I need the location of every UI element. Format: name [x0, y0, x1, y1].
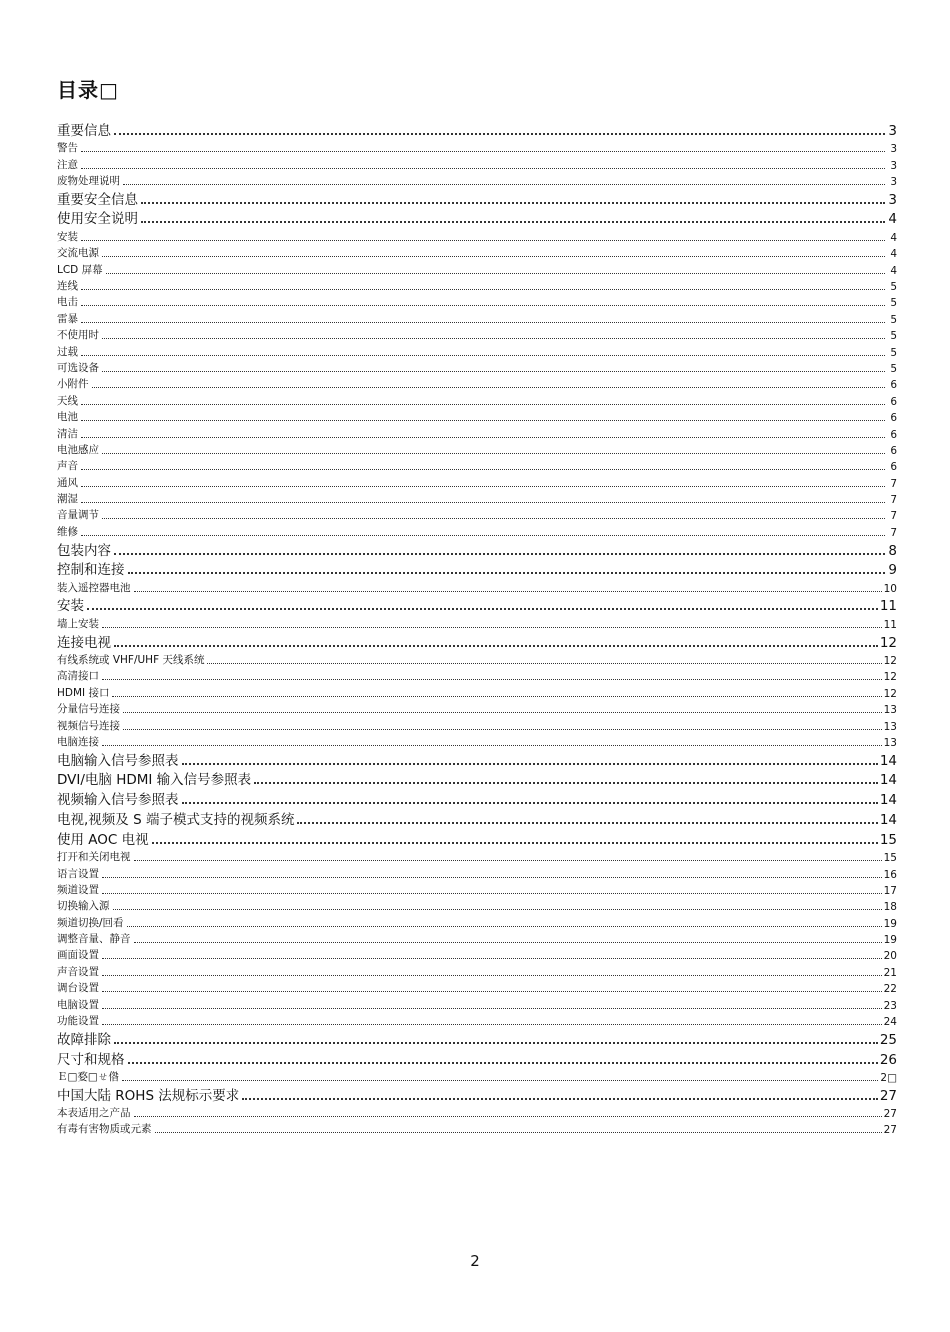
toc-entry-label: 使用 AOC 电视 — [57, 831, 149, 848]
dot-leader — [113, 909, 882, 910]
toc-subsection-entry[interactable] — [57, 441, 897, 457]
toc-subsection-entry[interactable] — [57, 881, 897, 897]
toc-entry-page: 11 — [883, 618, 897, 631]
toc-entry-label: 可选设备 — [57, 361, 99, 374]
toc-entry-label: 语言设置 — [57, 867, 99, 880]
toc-entry-label: 尺寸和规格 — [57, 1051, 125, 1068]
toc-entry-label: 视频输入信号参照表 — [57, 792, 179, 809]
page-number: 2 — [470, 1252, 480, 1270]
toc-subsection-entry[interactable] — [57, 408, 897, 424]
toc-entry-page: 15 — [879, 831, 897, 848]
toc-entry-label: 潮湿 — [57, 493, 78, 506]
toc-entry-label: HDMI 接口 — [57, 686, 110, 699]
dot-leader — [155, 1132, 882, 1133]
toc-entry-label: 使用安全说明 — [57, 211, 138, 228]
toc-entry-page: 15 — [883, 852, 897, 865]
toc-entry-page: 22 — [883, 983, 897, 996]
dot-leader — [114, 645, 878, 647]
dot-leader — [81, 322, 885, 323]
dot-leader — [123, 729, 882, 730]
toc-entry-label: 音量调节 — [57, 509, 99, 522]
toc-entry-page: 16 — [883, 868, 897, 881]
toc-entry-label: 切换输入源 — [57, 900, 110, 913]
dot-leader — [102, 991, 882, 992]
dot-leader — [102, 893, 882, 894]
toc-entry-page: 3 — [890, 159, 897, 172]
toc-subsection-entry[interactable] — [57, 913, 897, 929]
toc-entry-page: 13 — [883, 704, 897, 717]
dot-leader — [141, 221, 885, 223]
toc-entry-label: LCD 屏幕 — [57, 263, 103, 276]
toc-entry-label: 频道切换/回看 — [57, 916, 124, 929]
toc-subsection-entry[interactable] — [57, 700, 897, 716]
toc-entry-page: 6 — [890, 428, 897, 441]
dot-leader — [127, 926, 882, 927]
dot-leader — [102, 975, 882, 976]
dot-leader — [112, 696, 881, 697]
dot-leader — [81, 502, 885, 503]
toc-subsection-entry[interactable] — [57, 391, 897, 407]
toc-section-entry[interactable] — [57, 1084, 897, 1104]
toc-subsection-entry[interactable] — [57, 139, 897, 155]
toc-entry-page: 14 — [879, 811, 897, 828]
toc-section-entry[interactable] — [57, 808, 897, 828]
dot-leader — [106, 273, 885, 274]
table-of-contents — [57, 119, 897, 1136]
toc-subsection-entry[interactable] — [57, 260, 897, 276]
dot-leader — [207, 663, 881, 664]
dot-leader — [152, 842, 878, 844]
toc-entry-page: 17 — [883, 884, 897, 897]
dot-leader — [102, 1024, 882, 1025]
toc-entry-label: 交流电源 — [57, 247, 99, 260]
toc-subsection-entry[interactable] — [57, 473, 897, 489]
dot-leader — [81, 469, 885, 470]
toc-entry-page: 6 — [890, 444, 897, 457]
toc-entry-label: 分量信号连接 — [57, 703, 120, 716]
toc-subsection-entry[interactable] — [57, 309, 897, 325]
dot-leader — [102, 338, 885, 339]
dot-leader — [81, 151, 885, 152]
toc-subsection-entry[interactable] — [57, 979, 897, 995]
toc-subsection-entry[interactable] — [57, 614, 897, 630]
toc-entry-label: 废物处理说明 — [57, 174, 120, 187]
toc-entry-page: 11 — [879, 598, 897, 615]
dot-leader — [81, 420, 885, 421]
toc-entry-page: 27 — [883, 1108, 897, 1121]
toc-section-entry[interactable] — [57, 769, 897, 789]
toc-entry-label: 维修 — [57, 525, 78, 538]
toc-subsection-entry[interactable] — [57, 651, 897, 667]
dot-leader — [92, 387, 886, 388]
dot-leader — [254, 782, 878, 784]
dot-leader — [182, 763, 878, 765]
toc-entry-label: 电脑输入信号参照表 — [57, 752, 179, 769]
toc-entry-page: 21 — [883, 966, 897, 979]
toc-entry-page: 4 — [890, 248, 897, 261]
toc-section-entry[interactable] — [57, 828, 897, 848]
toc-section-entry[interactable] — [57, 559, 897, 579]
dot-leader — [128, 1062, 878, 1064]
toc-entry-page: 5 — [890, 330, 897, 343]
toc-entry-label: 天线 — [57, 394, 78, 407]
toc-entry-page: 4 — [890, 264, 897, 277]
toc-entry-label: 画面设置 — [57, 949, 99, 962]
dot-leader — [123, 712, 882, 713]
dot-leader — [134, 1116, 882, 1117]
toc-entry-label: 安装 — [57, 598, 84, 615]
toc-entry-page: 10 — [883, 582, 897, 595]
toc-entry-page: 9 — [888, 562, 897, 579]
dot-leader — [102, 627, 882, 628]
toc-entry-label: 电池 — [57, 411, 78, 424]
toc-entry-page: 14 — [879, 792, 897, 809]
toc-subsection-entry[interactable] — [57, 962, 897, 978]
toc-subsection-entry[interactable] — [57, 172, 897, 188]
toc-entry-label: 安装 — [57, 230, 78, 243]
toc-subsection-entry[interactable] — [57, 244, 897, 260]
toc-section-entry[interactable] — [57, 631, 897, 651]
toc-subsection-entry[interactable] — [57, 1104, 897, 1120]
toc-subsection-entry[interactable] — [57, 326, 897, 342]
toc-entry-label: DVI/电脑 HDMI 输入信号参照表 — [57, 772, 252, 789]
toc-subsection-entry[interactable] — [57, 522, 897, 538]
toc-entry-page: 19 — [883, 917, 897, 930]
toc-subsection-entry[interactable] — [57, 1012, 897, 1028]
dot-leader — [81, 535, 885, 536]
toc-entry-label: 控制和连接 — [57, 562, 125, 579]
toc-entry-page: 12 — [879, 634, 897, 651]
dot-leader — [182, 802, 878, 804]
toc-entry-label: 调整音量、静音 — [57, 933, 131, 946]
toc-entry-label: 调台设置 — [57, 982, 99, 995]
dot-leader — [114, 133, 885, 135]
toc-subsection-entry[interactable] — [57, 946, 897, 962]
toc-subsection-entry[interactable] — [57, 930, 897, 946]
toc-entry-label: 功能设置 — [57, 1015, 99, 1028]
toc-entry-page: 12 — [883, 671, 897, 684]
toc-section-entry[interactable] — [57, 539, 897, 559]
dot-leader — [134, 860, 882, 861]
toc-section-entry[interactable] — [57, 1028, 897, 1048]
toc-entry-page: 14 — [879, 772, 897, 789]
toc-subsection-entry[interactable] — [57, 1120, 897, 1136]
toc-entry-page: 19 — [883, 934, 897, 947]
toc-entry-label: 墙上安装 — [57, 617, 99, 630]
dot-leader — [81, 289, 885, 290]
toc-subsection-entry[interactable] — [57, 1068, 897, 1084]
dot-leader — [102, 256, 885, 257]
toc-entry-page: 26 — [879, 1051, 897, 1068]
toc-entry-page: 3 — [888, 122, 897, 139]
dot-leader — [87, 608, 878, 610]
toc-subsection-entry[interactable] — [57, 578, 897, 594]
toc-subsection-entry[interactable] — [57, 733, 897, 749]
dot-leader — [141, 202, 885, 204]
toc-entry-label: 电脑连接 — [57, 735, 99, 748]
dot-leader — [102, 453, 885, 454]
toc-subsection-entry[interactable] — [57, 277, 897, 293]
toc-entry-label: 包装内容 — [57, 542, 111, 559]
toc-entry-page: 7 — [890, 510, 897, 523]
toc-entry-page: 6 — [890, 379, 897, 392]
toc-entry-page: 8 — [888, 542, 897, 559]
toc-entry-page: 12 — [883, 655, 897, 668]
dot-leader — [128, 572, 886, 574]
toc-entry-page: 27 — [879, 1087, 897, 1104]
toc-entry-label: 重要信息 — [57, 122, 111, 139]
toc-entry-label: 电视,视频及 S 端子模式支持的视频系统 — [57, 811, 295, 828]
toc-entry-page: 25 — [879, 1031, 897, 1048]
toc-section-entry[interactable] — [57, 749, 897, 769]
dot-leader — [122, 1080, 879, 1081]
toc-entry-page: 14 — [879, 752, 897, 769]
toc-entry-page: 3 — [888, 191, 897, 208]
toc-entry-label: 警告 — [57, 142, 78, 155]
toc-entry-label: 声音设置 — [57, 965, 99, 978]
toc-entry-label: 通风 — [57, 476, 78, 489]
toc-entry-page: 7 — [890, 526, 897, 539]
toc-subsection-entry[interactable] — [57, 227, 897, 243]
toc-entry-label: 电池感应 — [57, 443, 99, 456]
toc-entry-label: 有线系统或 VHF/UHF 天线系统 — [57, 654, 205, 667]
toc-subsection-entry[interactable] — [57, 359, 897, 375]
toc-entry-page: 2□ — [880, 1071, 897, 1084]
toc-entry-label: 故障排除 — [57, 1031, 111, 1048]
toc-entry-label: 有毒有害物质或元素 — [57, 1123, 152, 1136]
dot-leader — [134, 942, 882, 943]
toc-entry-page: 27 — [883, 1124, 897, 1137]
dot-leader — [81, 486, 885, 487]
dot-leader — [114, 1042, 878, 1044]
toc-entry-label: 小附件 — [57, 378, 89, 391]
toc-entry-label: 不使用时 — [57, 329, 99, 342]
toc-subsection-entry[interactable] — [57, 490, 897, 506]
dot-leader — [123, 184, 885, 185]
toc-entry-page: 3 — [890, 175, 897, 188]
toc-entry-page: 7 — [890, 477, 897, 490]
toc-entry-label: 连接电视 — [57, 634, 111, 651]
toc-entry-label: 频道设置 — [57, 883, 99, 896]
toc-entry-page: 6 — [890, 461, 897, 474]
toc-section-entry[interactable] — [57, 208, 897, 228]
toc-entry-page: 5 — [890, 313, 897, 326]
toc-entry-page: 3 — [890, 143, 897, 156]
toc-entry-page: 5 — [890, 362, 897, 375]
toc-subsection-entry[interactable] — [57, 864, 897, 880]
toc-entry-page: 4 — [890, 231, 897, 244]
toc-subsection-entry[interactable] — [57, 716, 897, 732]
toc-entry-label: 本表适用之产品 — [57, 1107, 131, 1120]
toc-section-entry[interactable] — [57, 595, 897, 615]
dot-leader — [242, 1098, 878, 1100]
toc-entry-page: 4 — [888, 211, 897, 228]
toc-entry-label: 电击 — [57, 296, 78, 309]
toc-subsection-entry[interactable] — [57, 683, 897, 699]
toc-entry-page: 20 — [883, 950, 897, 963]
toc-subsection-entry[interactable] — [57, 293, 897, 309]
toc-subsection-entry[interactable] — [57, 424, 897, 440]
dot-leader — [102, 679, 882, 680]
dot-leader — [81, 240, 885, 241]
toc-entry-page: 18 — [883, 901, 897, 914]
toc-section-entry[interactable] — [57, 188, 897, 208]
toc-entry-label: 打开和关闭电视 — [57, 851, 131, 864]
toc-entry-label: 装入遥控器电池 — [57, 581, 131, 594]
toc-entry-label: 连线 — [57, 279, 78, 292]
toc-subsection-entry[interactable] — [57, 457, 897, 473]
page-title: 目录□ — [57, 78, 119, 102]
toc-entry-label: Ｅ□婺□ㄝ偺 — [57, 1070, 119, 1083]
toc-subsection-entry[interactable] — [57, 155, 897, 171]
toc-entry-label: 注意 — [57, 158, 78, 171]
toc-entry-label: 声音 — [57, 460, 78, 473]
dot-leader — [297, 822, 877, 824]
toc-entry-label: 高清接口 — [57, 670, 99, 683]
toc-section-entry[interactable] — [57, 788, 897, 808]
toc-entry-page: 13 — [883, 720, 897, 733]
toc-entry-page: 5 — [890, 346, 897, 359]
toc-entry-page: 6 — [890, 395, 897, 408]
dot-leader — [134, 591, 882, 592]
toc-entry-label: 清洁 — [57, 427, 78, 440]
dot-leader — [102, 518, 885, 519]
toc-subsection-entry[interactable] — [57, 506, 897, 522]
toc-entry-label: 电脑设置 — [57, 998, 99, 1011]
dot-leader — [102, 745, 882, 746]
dot-leader — [81, 437, 885, 438]
dot-leader — [81, 168, 885, 169]
toc-entry-page: 13 — [883, 736, 897, 749]
toc-entry-page: 23 — [883, 999, 897, 1012]
dot-leader — [102, 371, 885, 372]
toc-entry-page: 12 — [883, 687, 897, 700]
toc-entry-page: 24 — [883, 1016, 897, 1029]
toc-entry-label: 雷暴 — [57, 312, 78, 325]
toc-subsection-entry[interactable] — [57, 375, 897, 391]
toc-subsection-entry[interactable] — [57, 848, 897, 864]
toc-entry-page: 5 — [890, 280, 897, 293]
toc-section-entry[interactable] — [57, 1048, 897, 1068]
dot-leader — [114, 553, 885, 555]
toc-subsection-entry[interactable] — [57, 897, 897, 913]
toc-subsection-entry[interactable] — [57, 667, 897, 683]
toc-entry-label: 中国大陆 ROHS 法规标示要求 — [57, 1087, 240, 1104]
dot-leader — [102, 877, 882, 878]
dot-leader — [81, 404, 885, 405]
dot-leader — [102, 958, 882, 959]
toc-entry-label: 重要安全信息 — [57, 191, 138, 208]
toc-entry-page: 6 — [890, 412, 897, 425]
dot-leader — [81, 305, 885, 306]
toc-entry-page: 5 — [890, 297, 897, 310]
dot-leader — [102, 1008, 882, 1009]
toc-section-entry[interactable] — [57, 119, 897, 139]
dot-leader — [81, 355, 885, 356]
toc-subsection-entry[interactable] — [57, 342, 897, 358]
toc-entry-page: 7 — [890, 494, 897, 507]
toc-subsection-entry[interactable] — [57, 995, 897, 1011]
toc-entry-label: 视频信号连接 — [57, 719, 120, 732]
toc-entry-label: 过载 — [57, 345, 78, 358]
